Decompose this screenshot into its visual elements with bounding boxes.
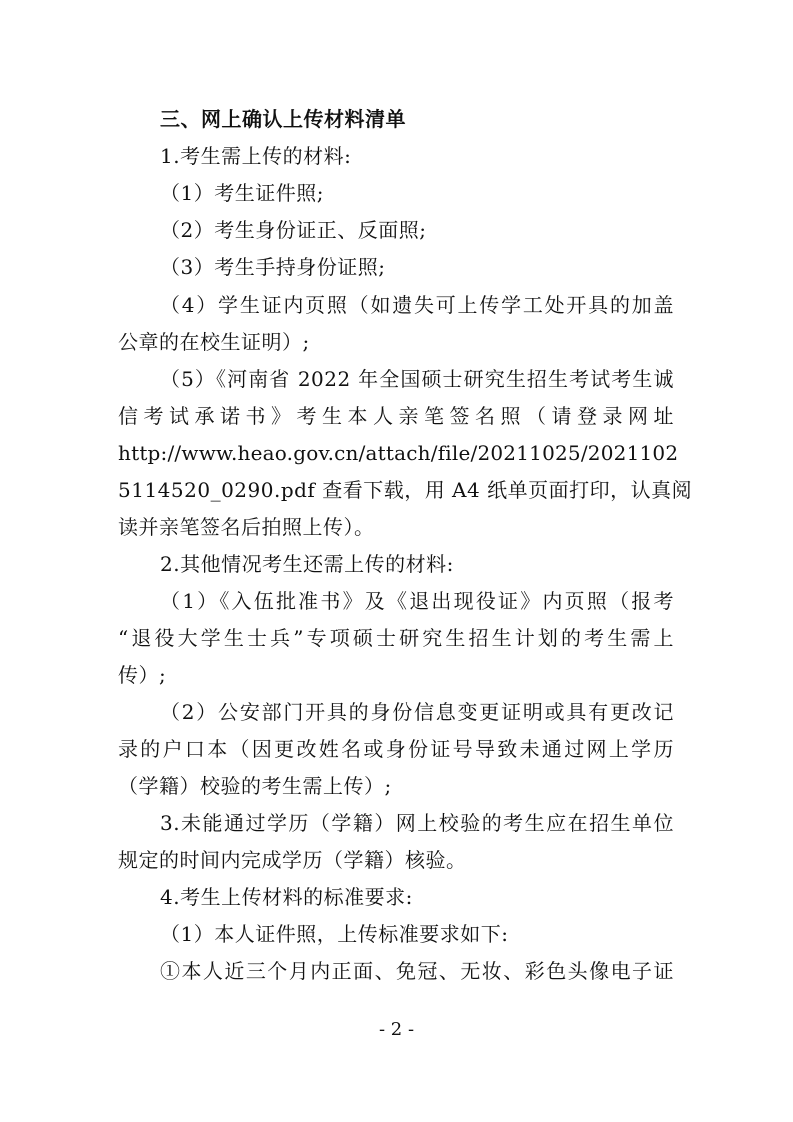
item-1-2: （2）考生身份证正、反面照; <box>160 218 427 242</box>
item-4-1: （1）本人证件照，上传标准要求如下: <box>160 922 509 946</box>
commitment-url-line-1: http://www.heao.gov.cn/attach/file/20211025/2021102 <box>118 441 679 465</box>
item-3-line-2: 规定的时间内完成学历（学籍）核验。 <box>118 848 467 872</box>
section-heading: 三、网上确认上传材料清单 <box>160 107 406 131</box>
item-2-1-line-3: 传）; <box>118 663 167 687</box>
item-1-5-line-2: 信考试承诺书》考生本人亲笔签名照（请登录网址 <box>118 404 674 428</box>
commitment-url-line-2: 5114520_0290.pdf 查看下载，用 A4 纸单页面打印，认真阅 <box>118 478 693 502</box>
item-4-1-sub-1: ①本人近三个月内正面、免冠、无妆、彩色头像电子证 <box>160 959 674 983</box>
item-2-2-line-2: 录的户口本（因更改姓名或身份证号导致未通过网上学历 <box>118 737 674 761</box>
item-2-1-line-2: “退役大学生士兵”专项硕士研究生招生计划的考生需上 <box>118 626 674 650</box>
page-number: - 2 - <box>378 1019 415 1040</box>
item-3-line-1: 3.未能通过学历（学籍）网上校验的考生应在招生单位 <box>160 811 674 835</box>
item-4-title: 4.考生上传材料的标准要求: <box>160 885 413 909</box>
item-2-2-line-1: （2）公安部门开具的身份信息变更证明或具有更改记 <box>160 700 674 724</box>
item-1-4-line-2: 公章的在校生证明）; <box>118 330 310 354</box>
item-1-3: （3）考生手持身份证照; <box>160 255 386 279</box>
item-2-title: 2.其他情况考生还需上传的材料: <box>160 552 454 576</box>
item-1-title: 1.考生需上传的材料: <box>160 144 352 168</box>
item-1-1: （1）考生证件照; <box>160 181 324 205</box>
item-1-4-line-1: （4）学生证内页照（如遗失可上传学工处开具的加盖 <box>160 293 674 317</box>
item-2-1-line-1: （1）《入伍批准书》及《退出现役证》内页照（报考 <box>160 589 674 613</box>
item-2-2-line-3: （学籍）校验的考生需上传）; <box>118 774 392 798</box>
item-1-5-line-1: （5）《河南省 2022 年全国硕士研究生招生考试考生诚 <box>160 367 674 391</box>
item-1-5-line-5: 读并亲笔签名后拍照上传）。 <box>118 515 375 539</box>
